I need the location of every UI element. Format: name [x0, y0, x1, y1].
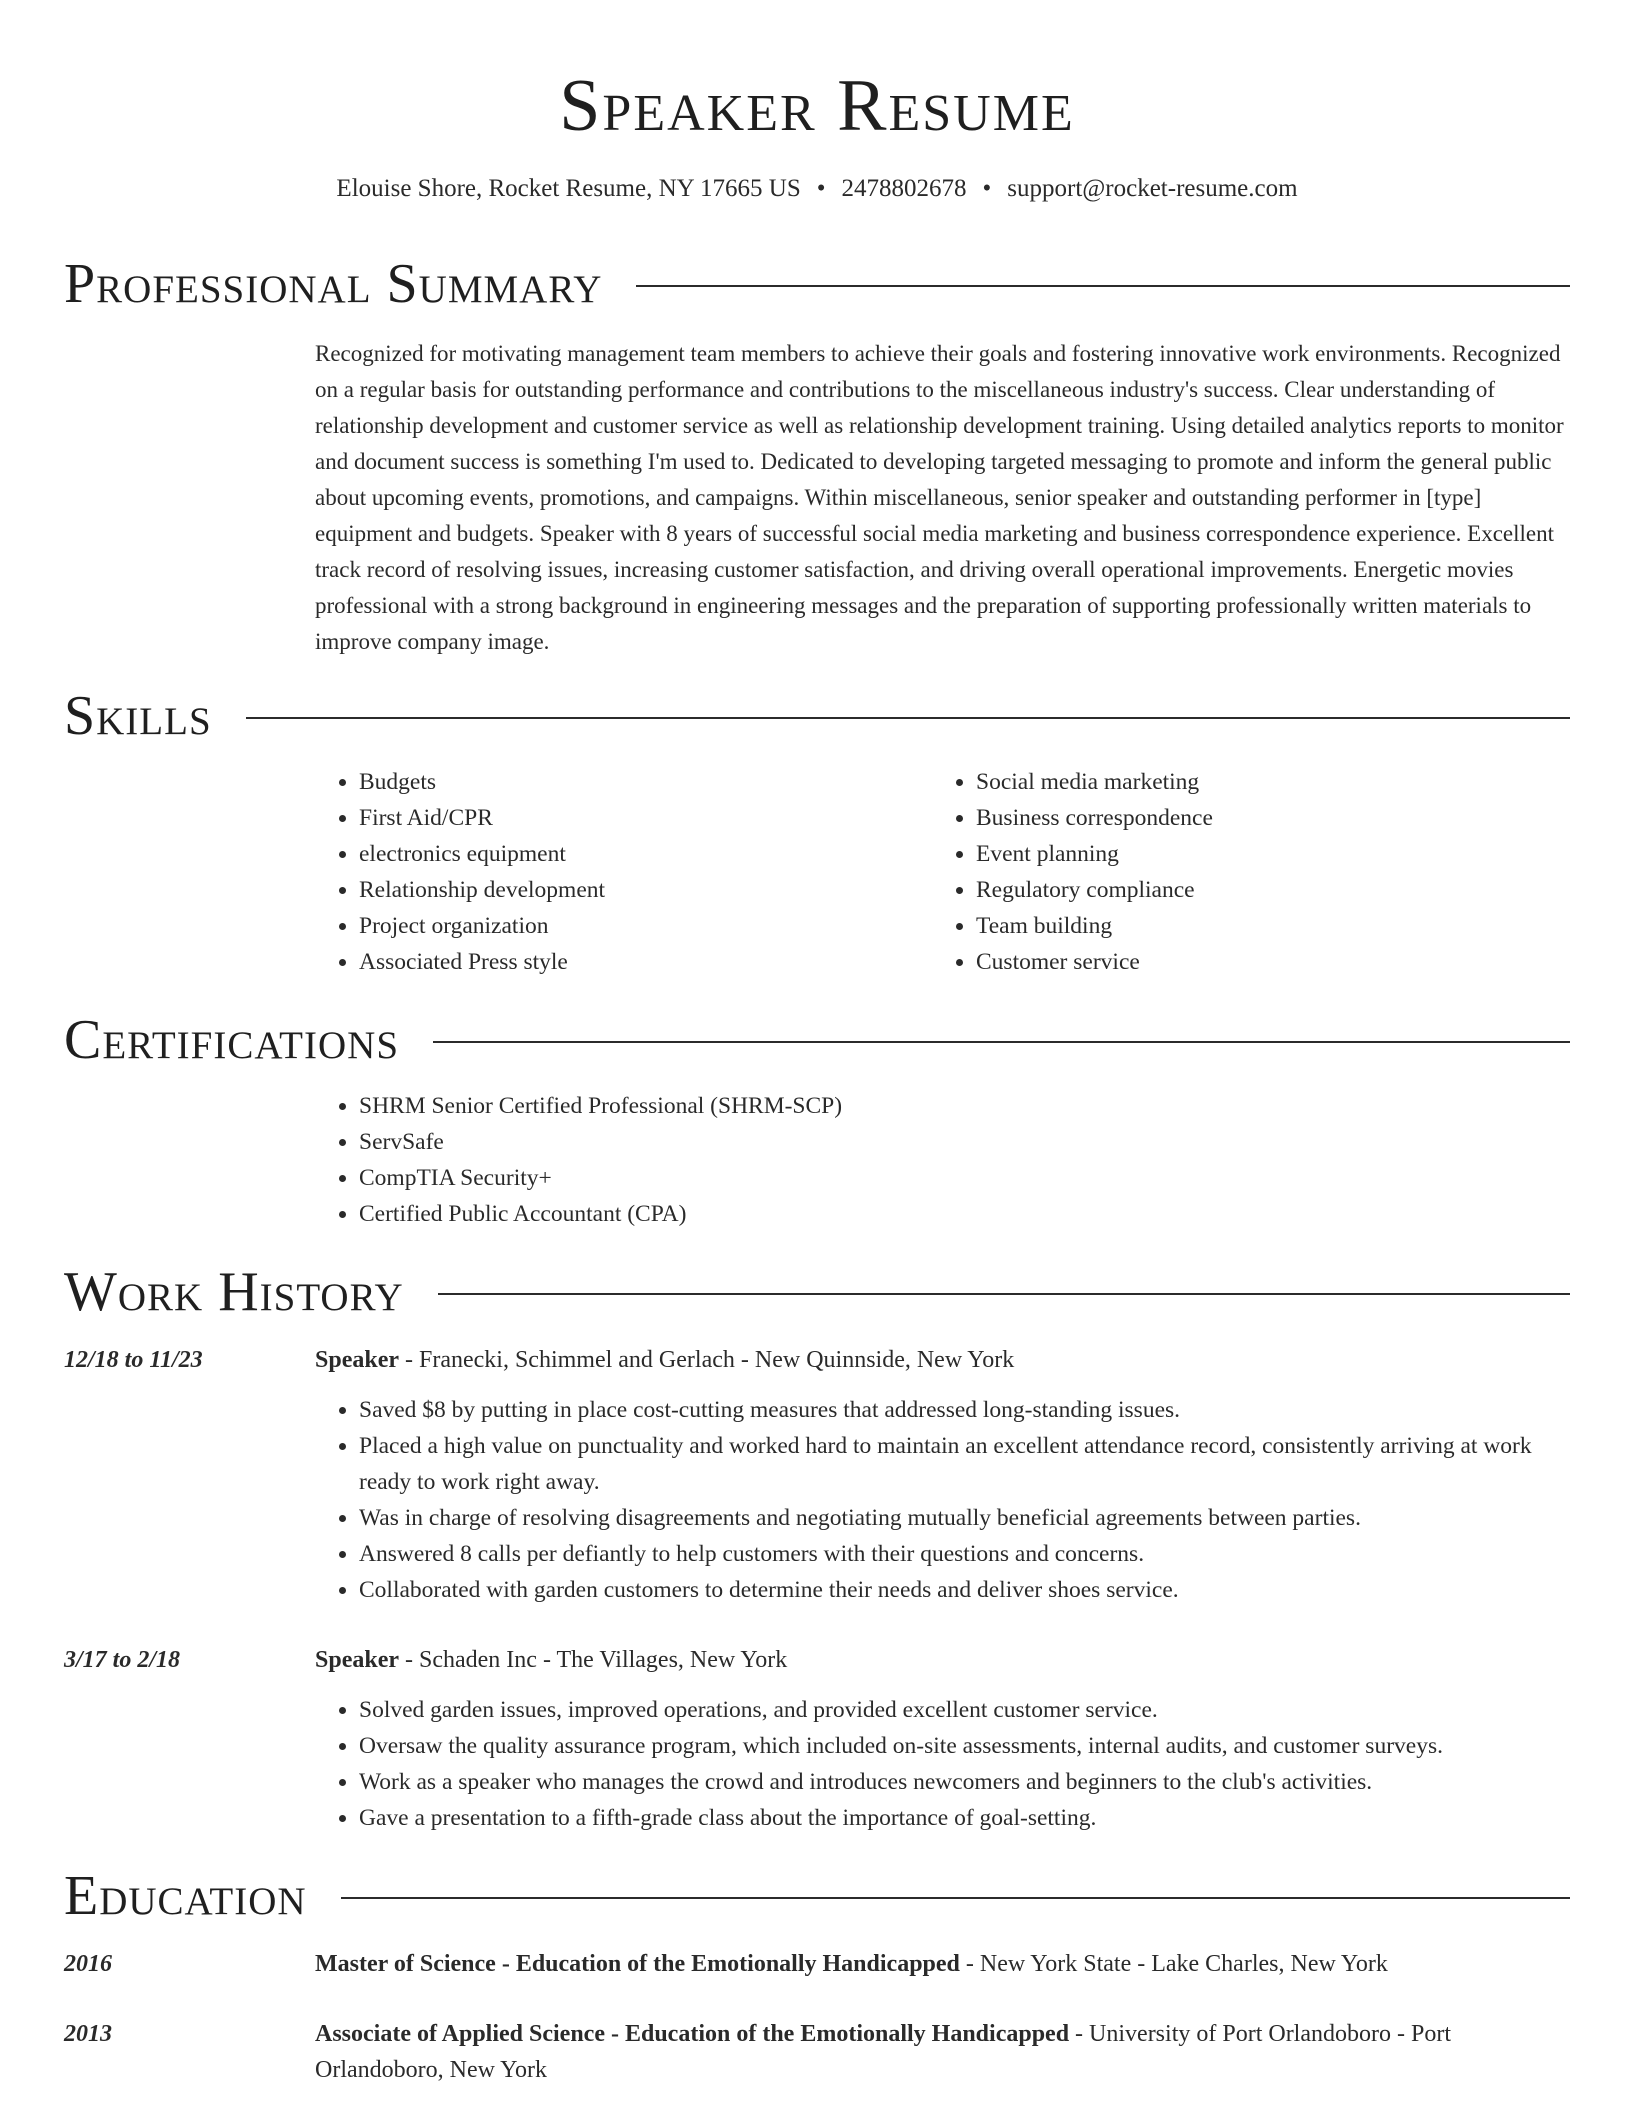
job-title: Speaker [315, 1347, 399, 1373]
skills-column-right [932, 764, 1549, 980]
job-content [315, 1342, 1570, 1608]
job-bullet: • Saved $8 by putting in place cost-cutting measures that addressed long-standing issues. [359, 1392, 1570, 1428]
education-section-header [64, 1866, 1570, 1926]
certification-item: • CompTIA Security+ [359, 1160, 1570, 1196]
skill-item: • Customer service [976, 944, 1549, 980]
job-details: - Franecki, Schimmel and Gerlach - New Quinnside, New York [399, 1347, 1015, 1373]
skills-section-header [64, 686, 1570, 746]
job-bullet: • Placed a high value on punctuality and worked hard to maintain an excellent attendance record, consistently arriving at work ready to work right away. [359, 1428, 1570, 1500]
skill-item: • Associated Press style [359, 944, 932, 980]
skill-item: • electronics equipment [359, 836, 932, 872]
education-heading: Education [64, 1865, 307, 1927]
skill-item: • Team building [976, 908, 1549, 944]
skills-list-right [932, 764, 1549, 980]
job-details: - Schaden Inc - The Villages, New York [399, 1647, 788, 1673]
education-degree: Master of Science - Education of the Emotionally Handicapped [315, 1951, 960, 1977]
education-school: - New York State - Lake Charles, New York [959, 1951, 1388, 1977]
summary-section-header [64, 254, 1570, 314]
skill-item: • Business correspondence [976, 800, 1549, 836]
certifications-list [315, 1088, 1570, 1232]
work-heading: Work History [64, 1261, 404, 1323]
job-bullet: • Solved garden issues, improved operations, and provided excellent customer service. [359, 1692, 1570, 1728]
job-bullets [64, 1692, 1570, 1836]
skill-item: • First Aid/CPR [359, 800, 932, 836]
job-entry [64, 1642, 1570, 1836]
education-entry [64, 1946, 1570, 1982]
skills-list-left [315, 764, 932, 980]
job-bullets [64, 1392, 1570, 1608]
resume-page [64, 0, 1570, 2088]
section-divider [246, 717, 1570, 719]
education-school: - University of Port Orlandoboro - Port Orlandoboro, New York [315, 2021, 1451, 2083]
section-divider [341, 1897, 1570, 1899]
skill-item: • Social media marketing [976, 764, 1549, 800]
work-section-header [64, 1262, 1570, 1322]
contact-separator: • [816, 175, 826, 202]
job-bullet: • Oversaw the quality assurance program, which included on-site assessments, internal audits, and customer surveys. [359, 1728, 1570, 1764]
contact-phone: 2478802678 [841, 175, 967, 202]
education-year: 2016 [64, 1951, 112, 1977]
certification-item: • SHRM Senior Certified Professional (SHRM-SCP) [359, 1088, 1570, 1124]
resume-title: Speaker Resume [559, 65, 1075, 147]
skills-column-left [315, 764, 932, 980]
skills-heading: Skills [64, 685, 212, 747]
job-heading [315, 1642, 1570, 1678]
contact-line [64, 174, 1570, 204]
certifications-heading: Certifications [64, 1009, 400, 1071]
skill-item: • Event planning [976, 836, 1549, 872]
education-entry [64, 2016, 1570, 2088]
job-content [315, 1642, 1570, 1836]
section-divider [636, 285, 1570, 287]
skill-item: • Regulatory compliance [976, 872, 1549, 908]
summary-heading: Professional Summary [64, 253, 603, 315]
job-heading [315, 1342, 1570, 1378]
section-divider [438, 1293, 1570, 1295]
skill-item: • Relationship development [359, 872, 932, 908]
job-title: Speaker [315, 1647, 399, 1673]
skill-item: • Budgets [359, 764, 932, 800]
certification-item: • ServSafe [359, 1124, 1570, 1160]
education-content [315, 2016, 1570, 2088]
job-date: 12/18 to 11/23 [64, 1347, 203, 1373]
job-entry [64, 1342, 1570, 1608]
certification-item: • Certified Public Accountant (CPA) [359, 1196, 1570, 1232]
certifications-bullets [315, 1088, 1570, 1232]
job-date: 3/17 to 2/18 [64, 1647, 181, 1673]
contact-email: support@rocket-resume.com [1007, 175, 1298, 202]
certifications-section-header [64, 1010, 1570, 1070]
section-divider [433, 1041, 1570, 1043]
job-bullet: • Gave a presentation to a fifth-grade class about the importance of goal-setting. [359, 1800, 1570, 1836]
contact-address: Elouise Shore, Rocket Resume, NY 17665 US [336, 175, 801, 202]
education-content [315, 1946, 1570, 1982]
job-bullet: • Was in charge of resolving disagreements and negotiating mutually beneficial agreements between parties. [359, 1500, 1570, 1536]
education-year: 2013 [64, 2021, 112, 2047]
job-bullet: • Answered 8 calls per defiantly to help customers with their questions and concerns. [359, 1536, 1570, 1572]
job-bullet: • Collaborated with garden customers to determine their needs and deliver shoes service. [359, 1572, 1570, 1608]
skill-item: • Project organization [359, 908, 932, 944]
skills-grid [315, 764, 1570, 980]
education-degree: Associate of Applied Science - Education of the Emotionally Handicapped [315, 2021, 1070, 2047]
summary-text: Recognized for motivating management team members to achieve their goals and fostering innovative work environments. Recognized on a regular basis for outstanding performance and contributions to the miscellaneous industry's success. Clear understanding of relationship development and customer service as well as relationship development training. Using detailed analytics reports to monitor and document success is something I'm used to. Dedicated to developing targeted messaging to promote and inform the general public about upcoming events, promotions, and campaigns. Within miscellaneous, senior speaker and outstanding performer in [type] equipment and budgets. Speaker with 8 years of successful social media marketing and business correspondence experience. Excellent track record of resolving issues, increasing customer satisfaction, and driving overall operational improvements. Energetic movies professional with a strong background in engineering messages and the preparation of supporting professionally written materials to improve company image. [315, 341, 1564, 654]
contact-separator: • [982, 175, 992, 202]
job-bullet: • Work as a speaker who manages the crowd and introduces newcomers and beginners to the club's activities. [359, 1764, 1570, 1800]
